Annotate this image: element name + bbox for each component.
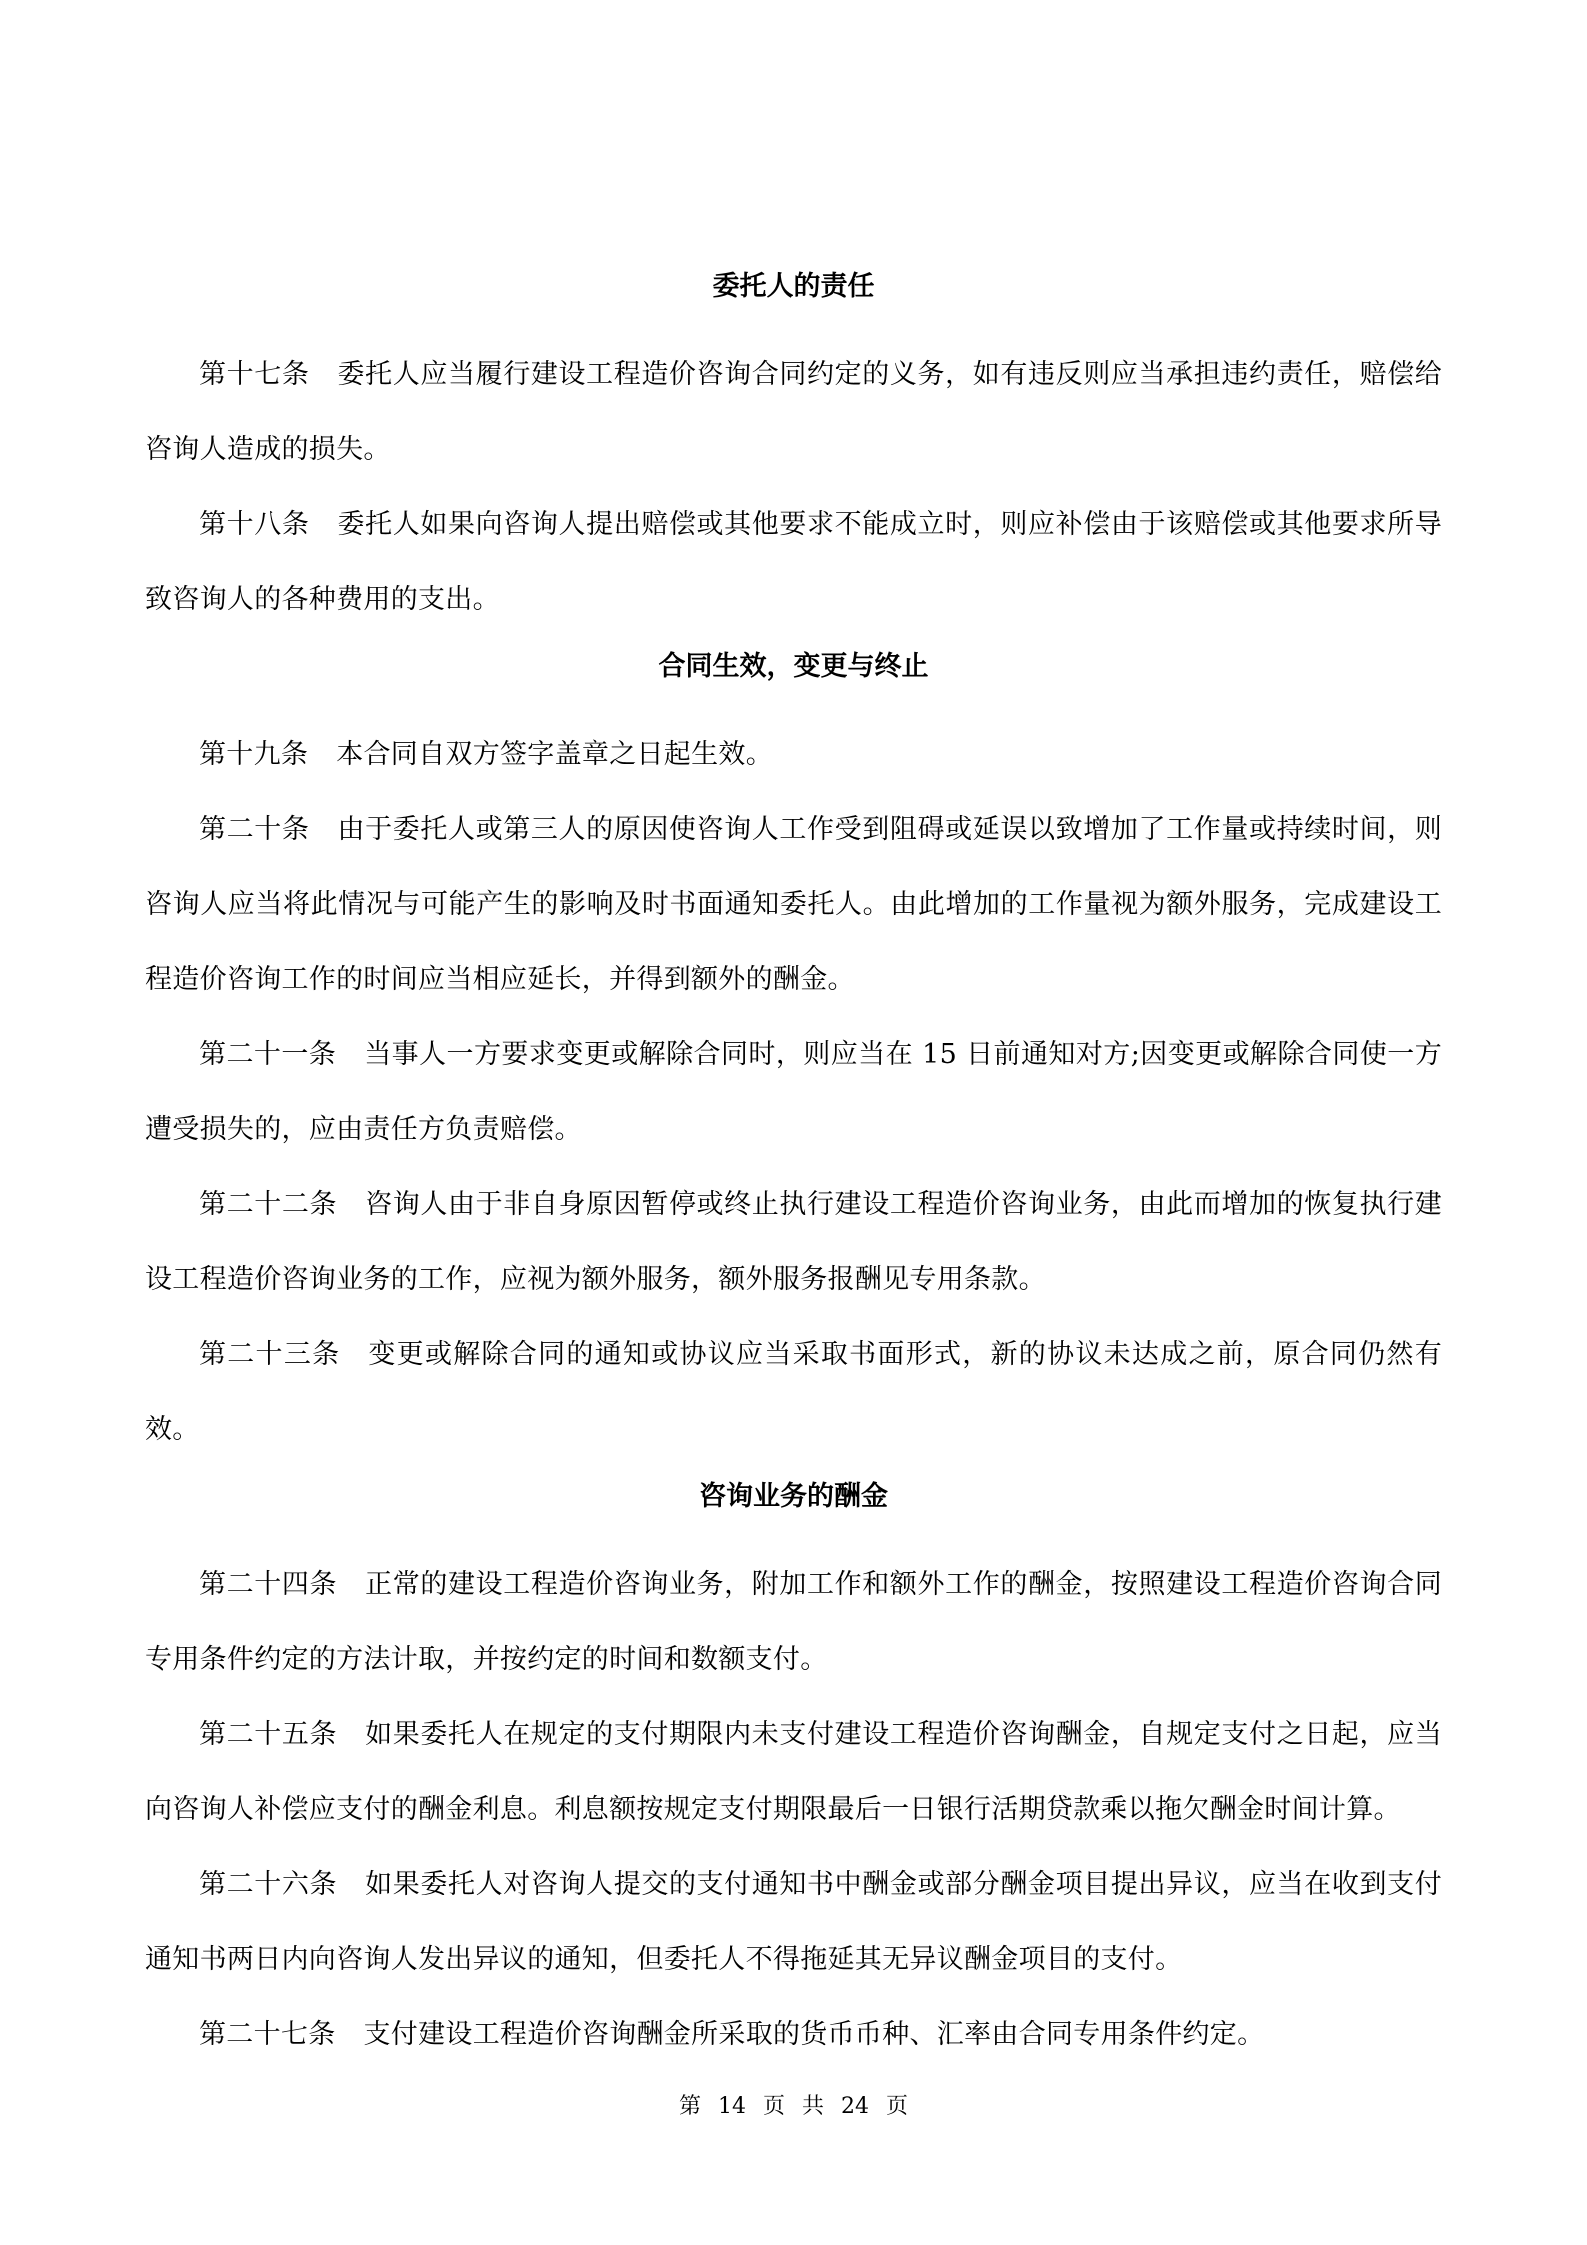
article-text: 变更或解除合同的通知或协议应当采取书面形式，新的协议未达成之前，原合同仍然有效。	[145, 1339, 1443, 1445]
article-text: 正常的建设工程造价咨询业务，附加工作和额外工作的酬金，按照建设工程造价咨询合同专用条件约定的方法计取，并按约定的时间和数额支付。	[145, 1569, 1442, 1675]
article-27	[145, 1997, 1442, 2072]
article-number: 第二十条	[199, 814, 310, 845]
article-21	[145, 1017, 1442, 1167]
article-17	[145, 337, 1442, 487]
article-number: 第二十五条	[199, 1719, 338, 1750]
article-25	[145, 1697, 1442, 1847]
article-26	[145, 1847, 1442, 1997]
article-number: 第二十二条	[199, 1189, 338, 1220]
article-number: 第二十六条	[199, 1869, 338, 1900]
article-number: 第二十七条	[199, 2019, 336, 2050]
article-number: 第十七条	[199, 359, 310, 390]
section-heading-client-liability: 委托人的责任	[712, 271, 875, 302]
article-18	[145, 487, 1442, 637]
article-text: 当事人一方要求变更或解除合同时，则应当在 15 日前通知对方;因变更或解除合同使一方遭受损失的，应由责任方负责赔偿。	[145, 1039, 1443, 1145]
article-number: 第二十三条	[199, 1339, 341, 1370]
article-19	[145, 717, 1442, 792]
article-text: 如果委托人在规定的支付期限内未支付建设工程造价咨询酬金，自规定支付之日起，应当向咨询人补偿应支付的酬金利息。利息额按规定支付期限最后一日银行活期贷款乘以拖欠酬金时间计算。	[145, 1719, 1442, 1825]
article-text: 委托人应当履行建设工程造价咨询合同约定的义务，如有违反则应当承担违约责任，赔偿给咨询人造成的损失。	[145, 359, 1442, 465]
article-22	[145, 1167, 1442, 1317]
article-number: 第二十一条	[199, 1039, 337, 1070]
article-text: 本合同自双方签字盖章之日起生效。	[336, 739, 774, 770]
article-text: 委托人如果向咨询人提出赔偿或其他要求不能成立时，则应补偿由于该赔偿或其他要求所导致咨询人的各种费用的支出。	[145, 509, 1442, 615]
page-footer: 第 14 页 共 24 页	[679, 2094, 908, 2119]
article-text: 由于委托人或第三人的原因使咨询人工作受到阻碍或延误以致增加了工作量或持续时间，则咨询人应当将此情况与可能产生的影响及时书面通知委托人。由此增加的工作量视为额外服务，完成建设工程造价咨询工作的时间应当相应延长，并得到额外的酬金。	[145, 814, 1442, 995]
article-24	[145, 1547, 1442, 1697]
article-text: 咨询人由于非自身原因暂停或终止执行建设工程造价咨询业务，由此而增加的恢复执行建设工程造价咨询业务的工作，应视为额外服务，额外服务报酬见专用条款。	[145, 1189, 1442, 1295]
article-23	[145, 1317, 1442, 1467]
article-text: 支付建设工程造价咨询酬金所采取的货币币种、汇率由合同专用条件约定。	[363, 2019, 1265, 2050]
section-heading-effect-change-termination: 合同生效，变更与终止	[658, 651, 929, 682]
article-number: 第二十四条	[199, 1569, 338, 1600]
article-20	[145, 792, 1442, 1017]
article-text: 如果委托人对咨询人提交的支付通知书中酬金或部分酬金项目提出异议，应当在收到支付通知书两日内向咨询人发出异议的通知，但委托人不得拖延其无异议酬金项目的支付。	[145, 1869, 1442, 1975]
article-number: 第十八条	[199, 509, 310, 540]
section-heading-consulting-fees: 咨询业务的酬金	[699, 1481, 888, 1512]
article-number: 第十九条	[199, 739, 309, 770]
